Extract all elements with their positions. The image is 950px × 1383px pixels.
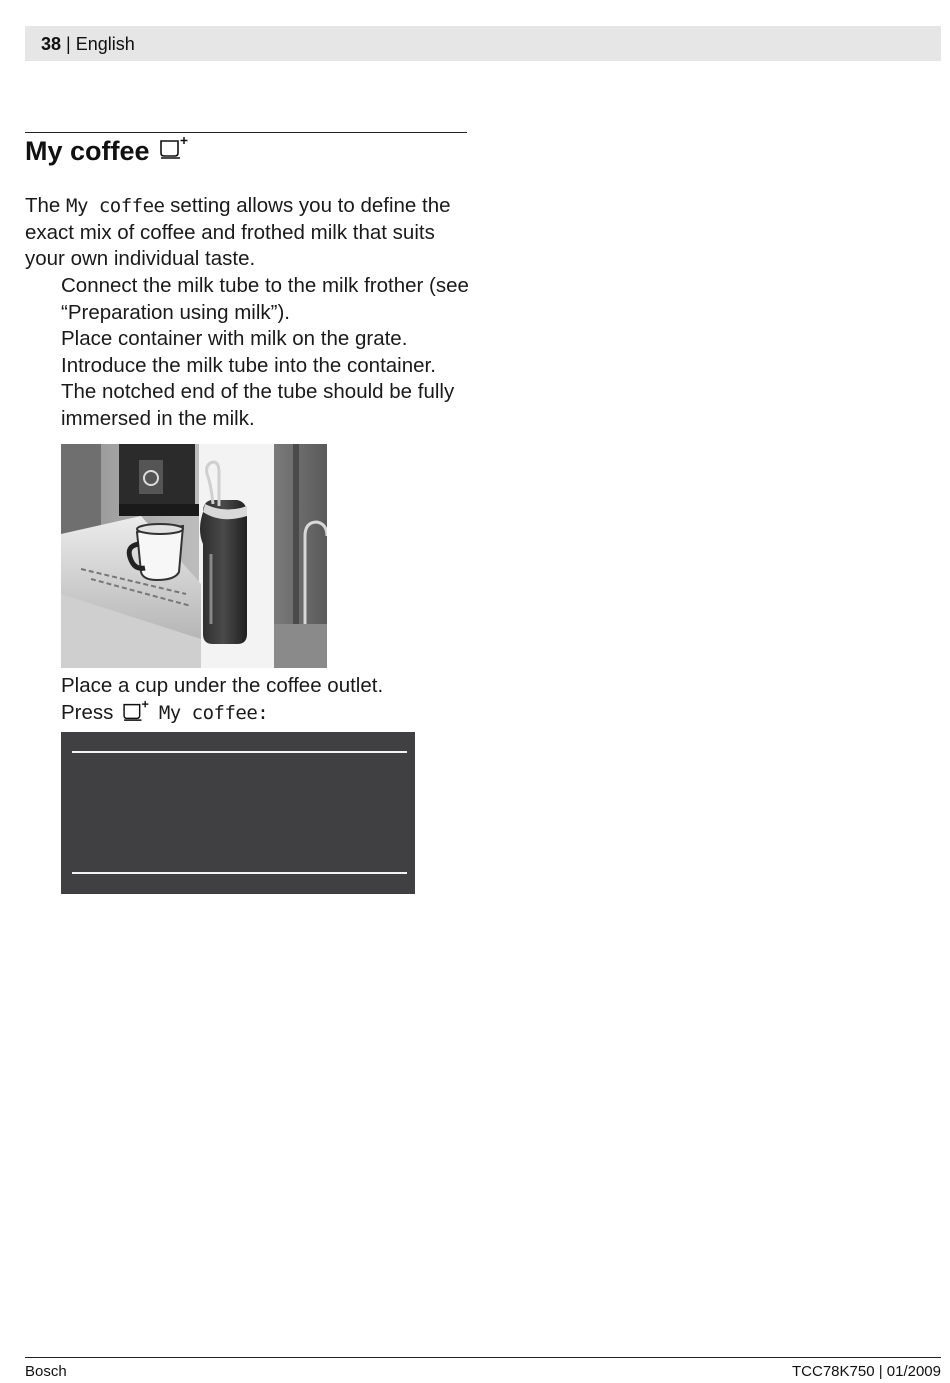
cup-plus-icon bbox=[121, 700, 151, 730]
header-language: English bbox=[75, 34, 135, 54]
intro-paragraph bbox=[25, 193, 470, 273]
header-separator: | bbox=[66, 34, 71, 54]
display-top-line bbox=[72, 751, 407, 753]
step-item: Introduce the milk tube into the container. The notched end of the tube should be fully immersed in the milk. bbox=[61, 353, 455, 430]
steps-list-2 bbox=[61, 673, 471, 729]
press-display-text: My coffee: bbox=[158, 701, 269, 724]
footer-brand: Bosch bbox=[25, 1363, 67, 1380]
intro-rest: setting allows you to define the exact mix of coffee and frothed milk that suits your own individual taste. bbox=[25, 194, 451, 271]
illustration-milk-container bbox=[61, 444, 327, 668]
page-number: 38 bbox=[41, 34, 62, 54]
page-header-text bbox=[41, 34, 135, 55]
page-header bbox=[25, 26, 941, 61]
cup-plus-icon bbox=[158, 136, 190, 167]
footer-model-date: TCC78K750 | 01/2009 bbox=[792, 1363, 941, 1380]
intro-prefix: The bbox=[25, 194, 67, 217]
display-bottom-line bbox=[72, 872, 407, 874]
press-prefix: Press bbox=[61, 700, 120, 724]
step-item: Place container with milk on the grate. bbox=[61, 327, 408, 351]
section-title: My coffee bbox=[25, 136, 150, 166]
footer-rule bbox=[25, 1357, 941, 1358]
display-screen bbox=[61, 732, 415, 894]
step-item: Place a cup under the coffee outlet. bbox=[61, 674, 384, 697]
step-item: Connect the milk tube to the milk frother (see “Preparation using milk”). bbox=[61, 274, 469, 324]
section-rule bbox=[25, 132, 467, 133]
intro-setting-name: My coffee bbox=[66, 195, 165, 217]
step-item-press bbox=[61, 700, 471, 730]
section-heading bbox=[25, 136, 190, 167]
steps-list bbox=[61, 273, 471, 433]
